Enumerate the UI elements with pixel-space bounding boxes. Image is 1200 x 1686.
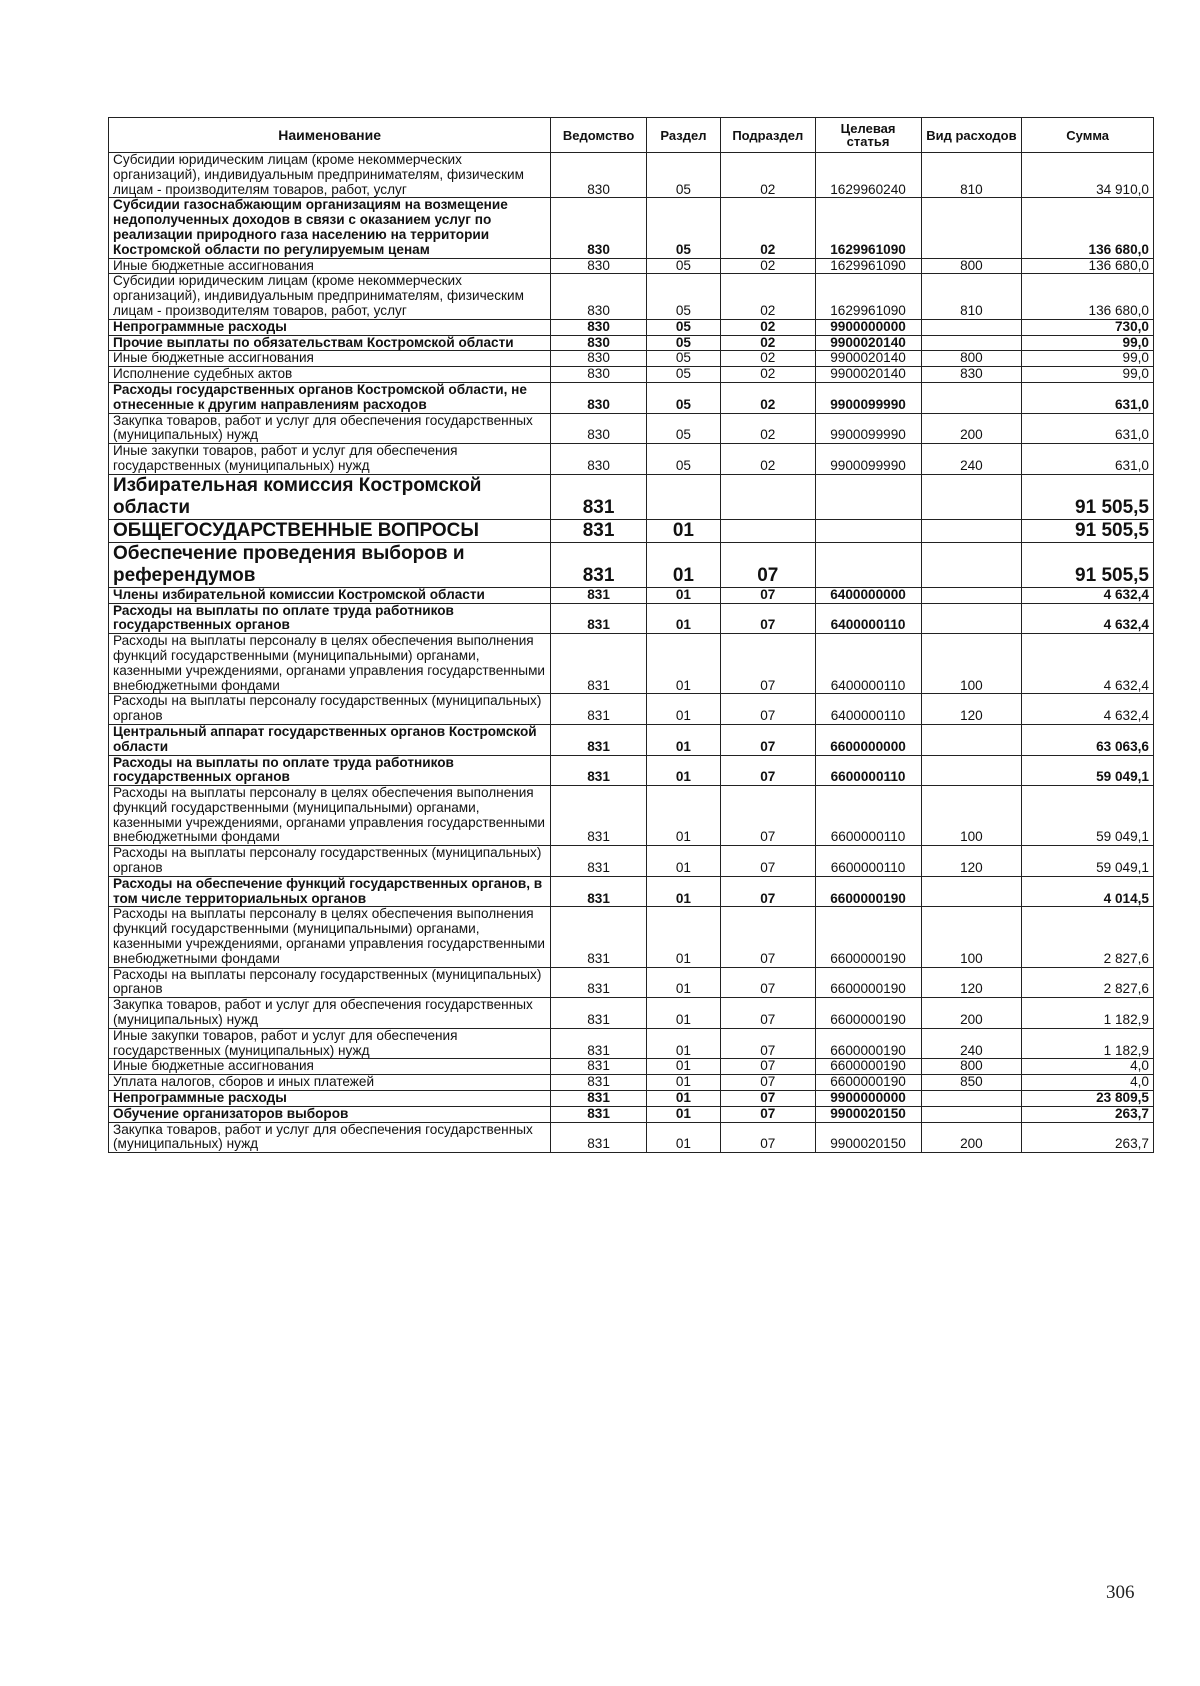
row-summa-cell: 4,0: [1022, 1075, 1154, 1091]
row-summa-cell: 91 505,5: [1022, 519, 1154, 542]
row-razdel-cell: 05: [646, 444, 720, 475]
table-row: [109, 907, 1154, 967]
row-vedomstvo-cell: 830: [551, 153, 647, 198]
table-row: [109, 198, 1154, 258]
table-row: [109, 1091, 1154, 1107]
row-vid-rashodov-cell: 800: [921, 258, 1022, 274]
table-row: [109, 786, 1154, 846]
row-summa-cell: 263,7: [1022, 1122, 1154, 1153]
row-razdel-cell: 01: [646, 786, 720, 846]
table-row: [109, 1122, 1154, 1153]
table-row: [109, 634, 1154, 694]
row-vid-rashodov-cell: 120: [921, 846, 1022, 877]
row-summa-cell: 99,0: [1022, 351, 1154, 367]
row-podrazdel-cell: 07: [720, 786, 815, 846]
row-razdel-cell: 05: [646, 258, 720, 274]
row-summa-cell: 2 827,6: [1022, 967, 1154, 998]
row-vedomstvo-cell: 831: [551, 967, 647, 998]
row-podrazdel-cell: 07: [720, 755, 815, 786]
row-vid-rashodov-cell: 830: [921, 367, 1022, 383]
row-vedomstvo-cell: 830: [551, 258, 647, 274]
row-celevaya-statya-cell: 6600000190: [815, 907, 921, 967]
row-summa-cell: 136 680,0: [1022, 258, 1154, 274]
row-vid-rashodov-cell: 240: [921, 1028, 1022, 1059]
row-name-cell: Обеспечение проведения выборов и референдумов: [109, 542, 551, 587]
row-summa-cell: 34 910,0: [1022, 153, 1154, 198]
row-vedomstvo-cell: 831: [551, 755, 647, 786]
row-name-cell: Иные бюджетные ассигнования: [109, 258, 551, 274]
row-razdel-cell: 01: [646, 1028, 720, 1059]
row-summa-cell: 263,7: [1022, 1106, 1154, 1122]
row-razdel-cell: 05: [646, 153, 720, 198]
header-name: Наименование: [109, 118, 551, 153]
row-podrazdel-cell: 07: [720, 587, 815, 603]
table-row: [109, 258, 1154, 274]
row-vid-rashodov-cell: 100: [921, 634, 1022, 694]
row-vedomstvo-cell: 831: [551, 634, 647, 694]
row-podrazdel-cell: 07: [720, 998, 815, 1029]
row-name-cell: Иные бюджетные ассигнования: [109, 1059, 551, 1075]
row-podrazdel-cell: 07: [720, 724, 815, 755]
table-row: [109, 351, 1154, 367]
row-podrazdel-cell: 07: [720, 967, 815, 998]
row-vedomstvo-cell: 830: [551, 413, 647, 444]
row-celevaya-statya-cell: 1629960240: [815, 153, 921, 198]
table-row: [109, 1106, 1154, 1122]
table-header-row: [109, 118, 1154, 153]
row-vid-rashodov-cell: 100: [921, 907, 1022, 967]
row-summa-cell: 136 680,0: [1022, 198, 1154, 258]
row-summa-cell: 2 827,6: [1022, 907, 1154, 967]
row-name-cell: Закупка товаров, работ и услуг для обеспечения государственных (муниципальных) нужд: [109, 1122, 551, 1153]
row-celevaya-statya-cell: 9900099990: [815, 382, 921, 413]
row-name-cell: Расходы на выплаты персоналу в целях обеспечения выполнения функций государственными (муниципальными) органами, казенными учреждениями, органами управления государственными внебюджетными фондами: [109, 786, 551, 846]
row-celevaya-statya-cell: 9900099990: [815, 444, 921, 475]
row-podrazdel-cell: 02: [720, 258, 815, 274]
table-row: [109, 1075, 1154, 1091]
row-name-cell: Центральный аппарат государственных органов Костромской области: [109, 724, 551, 755]
row-celevaya-statya-cell: 6600000110: [815, 755, 921, 786]
row-podrazdel-cell: 07: [720, 1075, 815, 1091]
row-celevaya-statya-cell: 9900020150: [815, 1122, 921, 1153]
row-celevaya-statya-cell: 6600000110: [815, 846, 921, 877]
row-vedomstvo-cell: 831: [551, 1106, 647, 1122]
row-celevaya-statya-cell: 6600000190: [815, 967, 921, 998]
row-summa-cell: 4,0: [1022, 1059, 1154, 1075]
row-razdel-cell: 01: [646, 846, 720, 877]
row-vedomstvo-cell: 831: [551, 694, 647, 725]
row-celevaya-statya-cell: 6600000000: [815, 724, 921, 755]
row-name-cell: Субсидии газоснабжающим организациям на возмещение недополученных доходов в связи с оказанием услуг по реализации природного газа населению на территории Костромской области по регулируемым ценам: [109, 198, 551, 258]
row-summa-cell: 4 014,5: [1022, 876, 1154, 907]
page-number: 306: [1106, 1582, 1135, 1603]
row-name-cell: ОБЩЕГОСУДАРСТВЕННЫЕ ВОПРОСЫ: [109, 519, 551, 542]
budget-table: [108, 117, 1154, 1153]
row-summa-cell: 63 063,6: [1022, 724, 1154, 755]
row-summa-cell: 99,0: [1022, 335, 1154, 351]
table-row: [109, 724, 1154, 755]
row-name-cell: Иные закупки товаров, работ и услуг для обеспечения государственных (муниципальных) нужд: [109, 444, 551, 475]
row-summa-cell: 99,0: [1022, 367, 1154, 383]
document-page: [108, 117, 1154, 1153]
row-vedomstvo-cell: 831: [551, 786, 647, 846]
row-razdel-cell: 01: [646, 694, 720, 725]
row-vid-rashodov-cell: [921, 319, 1022, 335]
row-vid-rashodov-cell: 120: [921, 694, 1022, 725]
row-celevaya-statya-cell: 6400000110: [815, 603, 921, 634]
row-celevaya-statya-cell: 6600000190: [815, 1075, 921, 1091]
row-podrazdel-cell: 02: [720, 444, 815, 475]
row-name-cell: Избирательная комиссия Костромской области: [109, 474, 551, 519]
row-podrazdel-cell: 02: [720, 335, 815, 351]
row-razdel-cell: 01: [646, 876, 720, 907]
row-podrazdel-cell: 07: [720, 1106, 815, 1122]
row-summa-cell: 59 049,1: [1022, 755, 1154, 786]
row-razdel-cell: 05: [646, 198, 720, 258]
row-name-cell: Закупка товаров, работ и услуг для обеспечения государственных (муниципальных) нужд: [109, 413, 551, 444]
row-name-cell: Исполнение судебных актов: [109, 367, 551, 383]
row-celevaya-statya-cell: 9900020150: [815, 1106, 921, 1122]
row-razdel-cell: 01: [646, 967, 720, 998]
row-vedomstvo-cell: 830: [551, 351, 647, 367]
row-name-cell: Расходы на выплаты персоналу государственных (муниципальных) органов: [109, 967, 551, 998]
table-row: [109, 967, 1154, 998]
row-podrazdel-cell: 07: [720, 907, 815, 967]
row-vedomstvo-cell: 831: [551, 907, 647, 967]
table-row: [109, 153, 1154, 198]
row-summa-cell: 631,0: [1022, 382, 1154, 413]
table-body: [109, 153, 1154, 1153]
row-razdel-cell: 01: [646, 587, 720, 603]
row-vedomstvo-cell: 831: [551, 846, 647, 877]
row-razdel-cell: 01: [646, 755, 720, 786]
row-podrazdel-cell: 02: [720, 382, 815, 413]
row-podrazdel-cell: [720, 519, 815, 542]
row-summa-cell: 1 182,9: [1022, 1028, 1154, 1059]
row-name-cell: Расходы государственных органов Костромской области, не отнесенные к другим направлениям расходов: [109, 382, 551, 413]
row-razdel-cell: 01: [646, 542, 720, 587]
row-summa-cell: 136 680,0: [1022, 274, 1154, 319]
row-vid-rashodov-cell: [921, 755, 1022, 786]
row-celevaya-statya-cell: 9900000000: [815, 319, 921, 335]
row-celevaya-statya-cell: 6400000000: [815, 587, 921, 603]
row-razdel-cell: 01: [646, 1059, 720, 1075]
row-name-cell: Прочие выплаты по обязательствам Костромской области: [109, 335, 551, 351]
row-celevaya-statya-cell: 9900000000: [815, 1091, 921, 1107]
table-row: [109, 998, 1154, 1029]
row-vid-rashodov-cell: 810: [921, 274, 1022, 319]
row-vid-rashodov-cell: 200: [921, 1122, 1022, 1153]
row-razdel-cell: 05: [646, 382, 720, 413]
row-summa-cell: 4 632,4: [1022, 603, 1154, 634]
header-vedomstvo: Ведомство: [551, 118, 647, 153]
row-name-cell: Расходы на выплаты по оплате труда работников государственных органов: [109, 603, 551, 634]
row-vid-rashodov-cell: [921, 335, 1022, 351]
row-summa-cell: 4 632,4: [1022, 694, 1154, 725]
row-vedomstvo-cell: 831: [551, 998, 647, 1029]
row-name-cell: Субсидии юридическим лицам (кроме некоммерческих организаций), индивидуальным предпринимателям, физическим лицам - производителям товаров, работ, услуг: [109, 274, 551, 319]
row-name-cell: Расходы на выплаты персоналу в целях обеспечения выполнения функций государственными (муниципальными) органами, казенными учреждениями, органами управления государственными внебюджетными фондами: [109, 907, 551, 967]
row-razdel-cell: 01: [646, 1106, 720, 1122]
row-summa-cell: 59 049,1: [1022, 786, 1154, 846]
table-row: [109, 1028, 1154, 1059]
table-row: [109, 274, 1154, 319]
table-row: [109, 1059, 1154, 1075]
table-row: [109, 474, 1154, 519]
table-row: [109, 876, 1154, 907]
row-celevaya-statya-cell: 6600000190: [815, 998, 921, 1029]
row-celevaya-statya-cell: 6600000190: [815, 1028, 921, 1059]
row-podrazdel-cell: 07: [720, 846, 815, 877]
row-name-cell: Закупка товаров, работ и услуг для обеспечения государственных (муниципальных) нужд: [109, 998, 551, 1029]
row-vedomstvo-cell: 830: [551, 198, 647, 258]
row-vedomstvo-cell: 830: [551, 335, 647, 351]
row-name-cell: Субсидии юридическим лицам (кроме некоммерческих организаций), индивидуальным предпринимателям, физическим лицам - производителям товаров, работ, услуг: [109, 153, 551, 198]
row-podrazdel-cell: 07: [720, 876, 815, 907]
row-vedomstvo-cell: 831: [551, 876, 647, 907]
row-celevaya-statya-cell: 6400000110: [815, 694, 921, 725]
row-vedomstvo-cell: 831: [551, 603, 647, 634]
row-podrazdel-cell: 07: [720, 1122, 815, 1153]
row-vedomstvo-cell: 831: [551, 724, 647, 755]
row-vedomstvo-cell: 831: [551, 542, 647, 587]
row-vedomstvo-cell: 830: [551, 319, 647, 335]
row-summa-cell: 631,0: [1022, 444, 1154, 475]
row-summa-cell: 91 505,5: [1022, 542, 1154, 587]
row-vid-rashodov-cell: 850: [921, 1075, 1022, 1091]
row-vid-rashodov-cell: 200: [921, 998, 1022, 1029]
row-vedomstvo-cell: 830: [551, 367, 647, 383]
row-celevaya-statya-cell: 9900020140: [815, 335, 921, 351]
row-razdel-cell: 01: [646, 1091, 720, 1107]
header-vid-rashodov: Вид расходов: [921, 118, 1022, 153]
row-celevaya-statya-cell: 9900020140: [815, 351, 921, 367]
row-summa-cell: 730,0: [1022, 319, 1154, 335]
row-vid-rashodov-cell: [921, 519, 1022, 542]
row-summa-cell: 4 632,4: [1022, 634, 1154, 694]
row-podrazdel-cell: 02: [720, 351, 815, 367]
row-celevaya-statya-cell: 9900099990: [815, 413, 921, 444]
row-vid-rashodov-cell: [921, 542, 1022, 587]
row-vid-rashodov-cell: 800: [921, 351, 1022, 367]
row-vid-rashodov-cell: 240: [921, 444, 1022, 475]
table-row: [109, 694, 1154, 725]
row-summa-cell: 59 049,1: [1022, 846, 1154, 877]
row-celevaya-statya-cell: 1629961090: [815, 274, 921, 319]
header-summa: Сумма: [1022, 118, 1154, 153]
row-summa-cell: 91 505,5: [1022, 474, 1154, 519]
table-row: [109, 603, 1154, 634]
table-row: [109, 335, 1154, 351]
row-podrazdel-cell: [720, 474, 815, 519]
row-name-cell: Обучение организаторов выборов: [109, 1106, 551, 1122]
row-vedomstvo-cell: 831: [551, 1059, 647, 1075]
table-row: [109, 382, 1154, 413]
row-podrazdel-cell: 07: [720, 1091, 815, 1107]
row-vid-rashodov-cell: [921, 474, 1022, 519]
row-vid-rashodov-cell: 100: [921, 786, 1022, 846]
table-row: [109, 755, 1154, 786]
table-row: [109, 319, 1154, 335]
row-razdel-cell: 05: [646, 367, 720, 383]
row-podrazdel-cell: 07: [720, 603, 815, 634]
row-name-cell: Расходы на выплаты персоналу государственных (муниципальных) органов: [109, 846, 551, 877]
row-vid-rashodov-cell: [921, 1106, 1022, 1122]
row-celevaya-statya-cell: 6600000190: [815, 1059, 921, 1075]
row-vid-rashodov-cell: 200: [921, 413, 1022, 444]
row-podrazdel-cell: 07: [720, 634, 815, 694]
row-summa-cell: 1 182,9: [1022, 998, 1154, 1029]
row-vedomstvo-cell: 831: [551, 1122, 647, 1153]
row-summa-cell: 4 632,4: [1022, 587, 1154, 603]
row-razdel-cell: 05: [646, 319, 720, 335]
row-vid-rashodov-cell: [921, 603, 1022, 634]
row-vid-rashodov-cell: 800: [921, 1059, 1022, 1075]
row-vid-rashodov-cell: [921, 587, 1022, 603]
row-summa-cell: 23 809,5: [1022, 1091, 1154, 1107]
row-razdel-cell: 01: [646, 519, 720, 542]
row-razdel-cell: 01: [646, 998, 720, 1029]
row-name-cell: Уплата налогов, сборов и иных платежей: [109, 1075, 551, 1091]
row-podrazdel-cell: 07: [720, 1059, 815, 1075]
row-vid-rashodov-cell: [921, 724, 1022, 755]
row-celevaya-statya-cell: 9900020140: [815, 367, 921, 383]
row-podrazdel-cell: 07: [720, 694, 815, 725]
row-podrazdel-cell: 02: [720, 198, 815, 258]
row-razdel-cell: 01: [646, 603, 720, 634]
row-name-cell: Расходы на выплаты персоналу государственных (муниципальных) органов: [109, 694, 551, 725]
row-celevaya-statya-cell: [815, 474, 921, 519]
row-name-cell: Иные закупки товаров, работ и услуг для обеспечения государственных (муниципальных) нужд: [109, 1028, 551, 1059]
row-vedomstvo-cell: 830: [551, 382, 647, 413]
row-vid-rashodov-cell: [921, 1091, 1022, 1107]
table-row: [109, 846, 1154, 877]
row-razdel-cell: 01: [646, 634, 720, 694]
row-podrazdel-cell: 07: [720, 542, 815, 587]
row-razdel-cell: 01: [646, 724, 720, 755]
row-razdel-cell: [646, 474, 720, 519]
row-vedomstvo-cell: 831: [551, 519, 647, 542]
row-celevaya-statya-cell: 6600000110: [815, 786, 921, 846]
row-podrazdel-cell: 07: [720, 1028, 815, 1059]
table-row: [109, 542, 1154, 587]
row-celevaya-statya-cell: 6600000190: [815, 876, 921, 907]
row-podrazdel-cell: 02: [720, 413, 815, 444]
table-row: [109, 367, 1154, 383]
row-vedomstvo-cell: 831: [551, 1075, 647, 1091]
row-vedomstvo-cell: 831: [551, 474, 647, 519]
row-vedomstvo-cell: 831: [551, 1091, 647, 1107]
row-vid-rashodov-cell: [921, 876, 1022, 907]
row-name-cell: Члены избирательной комиссии Костромской области: [109, 587, 551, 603]
row-celevaya-statya-cell: 6400000110: [815, 634, 921, 694]
row-razdel-cell: 01: [646, 1122, 720, 1153]
row-name-cell: Непрограммные расходы: [109, 319, 551, 335]
row-razdel-cell: 01: [646, 1075, 720, 1091]
header-razdel: Раздел: [646, 118, 720, 153]
row-vedomstvo-cell: 830: [551, 444, 647, 475]
row-razdel-cell: 05: [646, 335, 720, 351]
row-razdel-cell: 05: [646, 413, 720, 444]
row-podrazdel-cell: 02: [720, 274, 815, 319]
row-celevaya-statya-cell: 1629961090: [815, 198, 921, 258]
row-vedomstvo-cell: 831: [551, 1028, 647, 1059]
row-name-cell: Иные бюджетные ассигнования: [109, 351, 551, 367]
row-vid-rashodov-cell: [921, 198, 1022, 258]
table-row: [109, 444, 1154, 475]
row-name-cell: Расходы на выплаты персоналу в целях обеспечения выполнения функций государственными (муниципальными) органами, казенными учреждениями, органами управления государственными внебюджетными фондами: [109, 634, 551, 694]
row-razdel-cell: 05: [646, 274, 720, 319]
row-name-cell: Расходы на выплаты по оплате труда работников государственных органов: [109, 755, 551, 786]
row-vid-rashodov-cell: 120: [921, 967, 1022, 998]
row-summa-cell: 631,0: [1022, 413, 1154, 444]
row-celevaya-statya-cell: 1629961090: [815, 258, 921, 274]
table-row: [109, 519, 1154, 542]
row-celevaya-statya-cell: [815, 519, 921, 542]
row-podrazdel-cell: 02: [720, 367, 815, 383]
row-vid-rashodov-cell: [921, 382, 1022, 413]
table-row: [109, 587, 1154, 603]
row-vid-rashodov-cell: 810: [921, 153, 1022, 198]
row-name-cell: Непрограммные расходы: [109, 1091, 551, 1107]
table-row: [109, 413, 1154, 444]
row-celevaya-statya-cell: [815, 542, 921, 587]
row-razdel-cell: 05: [646, 351, 720, 367]
row-razdel-cell: 01: [646, 907, 720, 967]
row-podrazdel-cell: 02: [720, 319, 815, 335]
row-vedomstvo-cell: 831: [551, 587, 647, 603]
header-podrazdel: Подраздел: [720, 118, 815, 153]
row-name-cell: Расходы на обеспечение функций государственных органов, в том числе территориальных органов: [109, 876, 551, 907]
header-celevaya-statya: Целевая статья: [815, 118, 921, 153]
row-vedomstvo-cell: 830: [551, 274, 647, 319]
row-podrazdel-cell: 02: [720, 153, 815, 198]
